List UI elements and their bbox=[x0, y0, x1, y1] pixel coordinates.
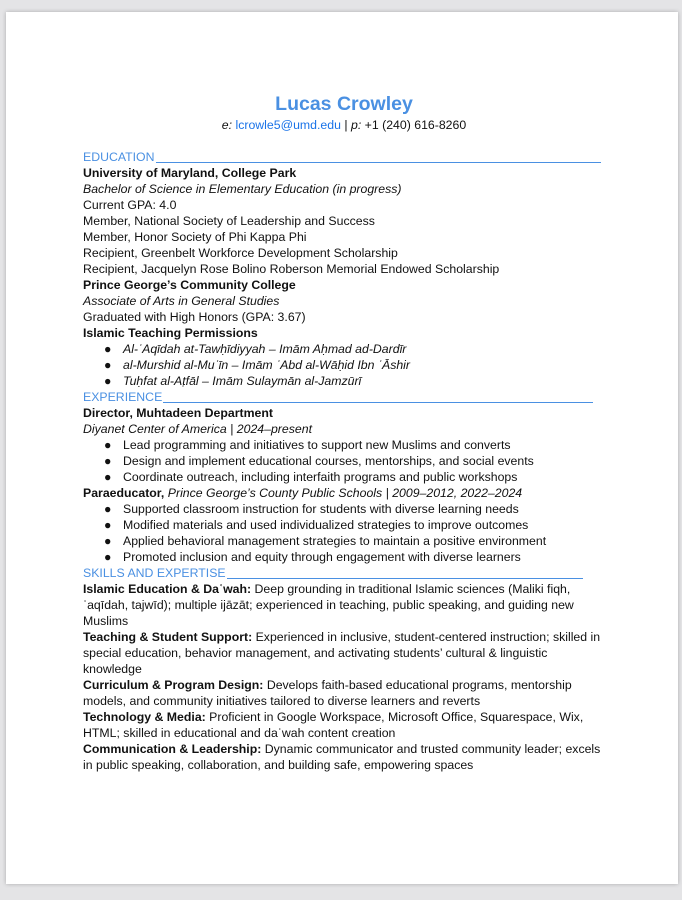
list-item: ● al-Murshid al-Muʿīn – Imām ʿAbd al-Wāḥid Ibn ʿĀshir bbox=[104, 358, 411, 372]
skill-item bbox=[83, 581, 605, 629]
phone-label: p: bbox=[350, 118, 362, 132]
email-link[interactable]: lcrowle5@umd.edu bbox=[235, 118, 341, 132]
skill-text: Develops faith-based educational programs, mentorship models, and community initiatives tailored to diverse learners and reverts bbox=[83, 678, 572, 708]
candidate-name: Lucas Crowley bbox=[275, 93, 413, 115]
job-org: Diyanet Center of America | 2024–present bbox=[83, 422, 312, 436]
list-item: ● Tuḥfat al-Aṭfāl – Imām Sulaymān al-Jamzūrī bbox=[104, 374, 362, 388]
skill-item bbox=[83, 677, 605, 709]
bullet-icon: ● bbox=[104, 550, 112, 564]
umd-award: Recipient, Jacquelyn Rose Bolino Roberson Memorial Endowed Scholarship bbox=[83, 262, 500, 276]
bullet-icon: ● bbox=[104, 470, 112, 484]
education-heading: EDUCATION bbox=[83, 149, 605, 165]
skill-text: Dynamic communicator and trusted community leader; excels in public speaking, collaboration, and building safe, empowering spaces bbox=[83, 742, 601, 772]
section-rule bbox=[156, 162, 601, 163]
skill-text: Experienced in inclusive, student-centered instruction; skilled in special education, behavior management, and activating students’ cultural & linguistic knowledge bbox=[83, 630, 601, 676]
contact-separator: | bbox=[344, 118, 348, 132]
skill-label: Technology & Media: bbox=[83, 710, 206, 724]
skill-item bbox=[83, 629, 605, 677]
list-item: ● Coordinate outreach, including interfaith programs and public workshops bbox=[104, 470, 518, 484]
bullet-icon: ● bbox=[104, 502, 112, 516]
list-item: ● Applied behavioral management strategies to maintain a positive environment bbox=[104, 534, 547, 548]
list-item: ● Supported classroom instruction for students with diverse learning needs bbox=[104, 502, 519, 516]
job-title: Paraeducator, bbox=[83, 486, 165, 500]
contact-line bbox=[83, 117, 605, 133]
pgcc-school: Prince George’s Community College bbox=[83, 278, 296, 292]
skill-text: Proficient in Google Workspace, Microsoft Office, Squarespace, Wix, HTML; skilled in educational and daʿwah content creation bbox=[83, 710, 584, 740]
skills-heading: SKILLS AND EXPERTISE bbox=[83, 565, 605, 581]
bullet-icon: ● bbox=[104, 454, 112, 468]
job-title: Director, Muhtadeen Department bbox=[83, 406, 273, 420]
umd-degree: Bachelor of Science in Elementary Education (in progress) bbox=[83, 182, 402, 196]
umd-award: Recipient, Greenbelt Workforce Development Scholarship bbox=[83, 246, 398, 260]
pgcc-honors: Graduated with High Honors (GPA: 3.67) bbox=[83, 310, 306, 324]
email-label: e: bbox=[221, 118, 233, 132]
umd-gpa: Current GPA: 4.0 bbox=[83, 198, 177, 212]
islamic-permissions-title: Islamic Teaching Permissions bbox=[83, 326, 258, 340]
skill-text: Deep grounding in traditional Islamic sciences (Maliki fiqh, ʿaqīdah, tajwīd); multiple ijāzāt; experienced in teaching, public speaking, and guiding new Muslims bbox=[83, 582, 574, 628]
section-rule bbox=[163, 402, 593, 403]
skill-label: Teaching & Student Support: bbox=[83, 630, 253, 644]
list-item: ● Design and implement educational courses, mentorships, and social events bbox=[104, 454, 534, 468]
bullet-icon: ● bbox=[104, 438, 112, 452]
list-item: ● Modified materials and used individualized strategies to improve outcomes bbox=[104, 518, 529, 532]
list-item: ● Promoted inclusion and equity through engagement with diverse learners bbox=[104, 550, 521, 564]
skill-item bbox=[83, 741, 605, 773]
bullet-icon: ● bbox=[104, 358, 112, 372]
skill-label: Islamic Education & Daʿwah: bbox=[83, 582, 252, 596]
job-title-line bbox=[83, 485, 605, 501]
phone-number: +1 (240) 616-8260 bbox=[364, 118, 467, 132]
experience-heading: EXPERIENCE bbox=[83, 389, 605, 405]
pgcc-degree: Associate of Arts in General Studies bbox=[83, 294, 280, 308]
bullet-icon: ● bbox=[104, 342, 112, 356]
umd-school: University of Maryland, College Park bbox=[83, 166, 297, 180]
resume-body bbox=[83, 149, 605, 773]
bullet-icon: ● bbox=[104, 518, 112, 532]
skill-label: Curriculum & Program Design: bbox=[83, 678, 264, 692]
resume-page bbox=[6, 12, 678, 884]
umd-membership: Member, National Society of Leadership and Success bbox=[83, 214, 375, 228]
skill-item bbox=[83, 709, 605, 741]
bullet-icon: ● bbox=[104, 374, 112, 388]
skill-label: Communication & Leadership: bbox=[83, 742, 262, 756]
bullet-icon: ● bbox=[104, 534, 112, 548]
umd-membership: Member, Honor Society of Phi Kappa Phi bbox=[83, 230, 307, 244]
job-org: Prince George’s County Public Schools | 2009–2012, 2022–2024 bbox=[167, 486, 523, 500]
list-item: ● Lead programming and initiatives to support new Muslims and converts bbox=[104, 438, 511, 452]
list-item: ● Al-ʿAqīdah at-Tawḥīdiyyah – Imām Aḥmad ad-Dardīr bbox=[104, 342, 407, 356]
section-rule bbox=[227, 578, 583, 579]
